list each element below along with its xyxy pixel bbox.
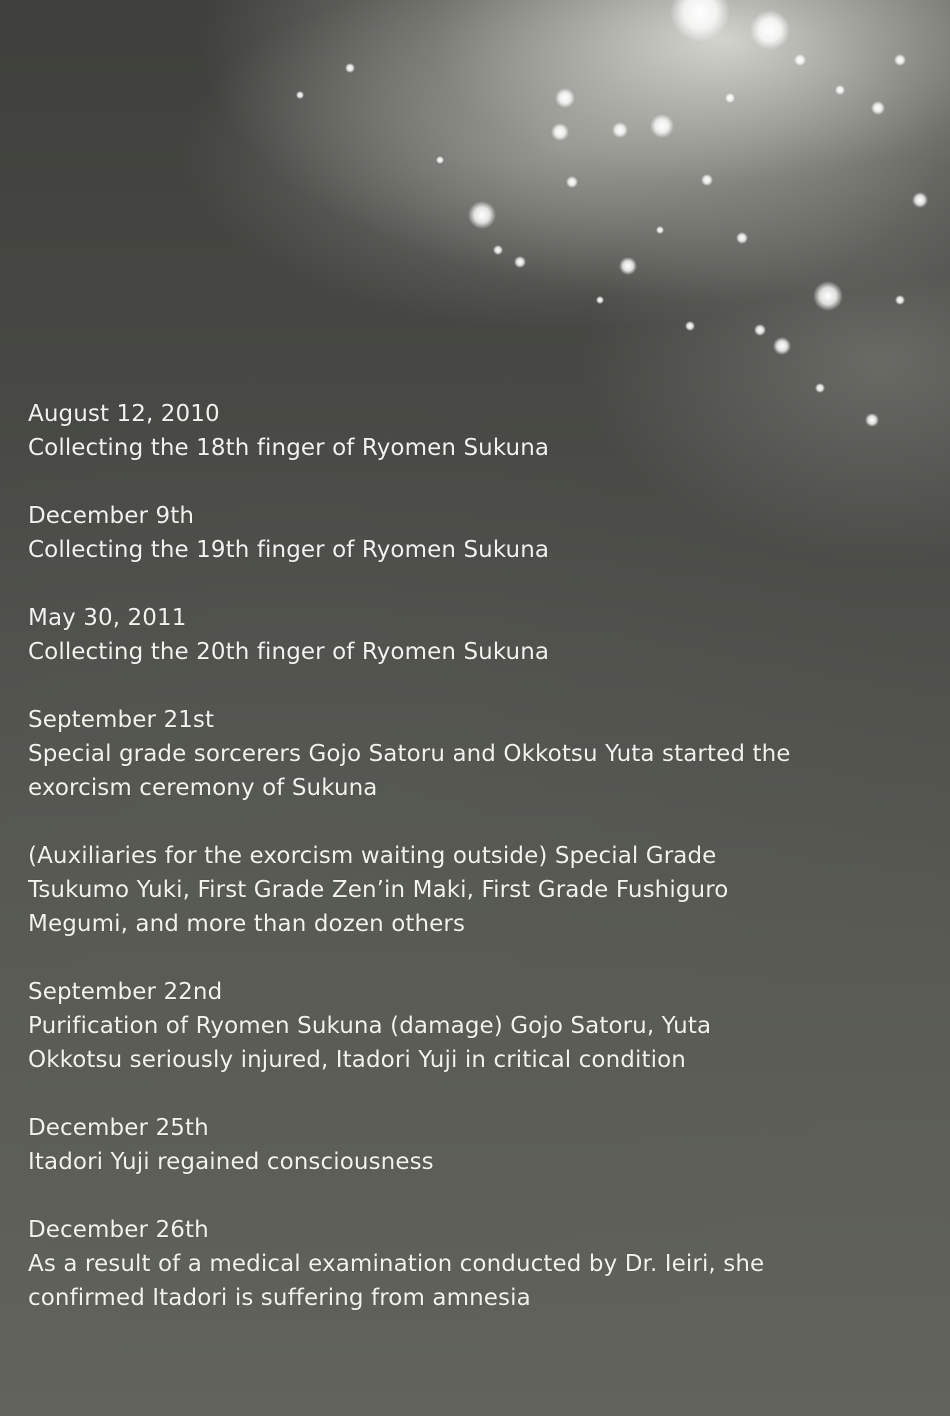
entry-text-line: Purification of Ryomen Sukuna (damage) Gojo Satoru, Yuta — [28, 1013, 712, 1039]
entry-text-line: exorcism ceremony of Sukuna — [28, 775, 378, 801]
timeline — [28, 397, 908, 1349]
entry-text-line: Megumi, and more than dozen others — [28, 911, 466, 937]
entry-text-line: Collecting the 19th finger of Ryomen Sukuna — [28, 537, 550, 563]
entry-text-line: Tsukumo Yuki, First Grade Zen’in Maki, First Grade Fushiguro — [28, 877, 729, 903]
timeline-entry — [28, 703, 908, 805]
timeline-entry-auxiliaries — [28, 839, 908, 941]
timeline-entry — [28, 1111, 908, 1179]
timeline-entry — [28, 499, 908, 567]
timeline-entry — [28, 397, 908, 465]
timeline-entry — [28, 601, 908, 669]
entry-date: September 21st — [28, 707, 215, 733]
timeline-entry — [28, 1213, 908, 1315]
entry-text-line: (Auxiliaries for the exorcism waiting outside) Special Grade — [28, 843, 717, 869]
entry-date: September 22nd — [28, 979, 223, 1005]
sparkle-lights — [0, 0, 950, 460]
timeline-entry — [28, 975, 908, 1077]
entry-date: December 25th — [28, 1115, 209, 1141]
entry-text-line: Itadori Yuji regained consciousness — [28, 1149, 434, 1175]
entry-date: August 12, 2010 — [28, 401, 220, 427]
entry-text-line: Collecting the 18th finger of Ryomen Sukuna — [28, 435, 550, 461]
entry-text-line: confirmed Itadori is suffering from amnesia — [28, 1285, 531, 1311]
entry-date: May 30, 2011 — [28, 605, 187, 631]
entry-date: December 9th — [28, 503, 195, 529]
entry-text-line: Collecting the 20th finger of Ryomen Sukuna — [28, 639, 550, 665]
entry-text-line: As a result of a medical examination conducted by Dr. Ieiri, she — [28, 1251, 765, 1277]
entry-date: December 26th — [28, 1217, 209, 1243]
entry-text-line: Special grade sorcerers Gojo Satoru and Okkotsu Yuta started the — [28, 741, 791, 767]
entry-text-line: Okkotsu seriously injured, Itadori Yuji in critical condition — [28, 1047, 686, 1073]
